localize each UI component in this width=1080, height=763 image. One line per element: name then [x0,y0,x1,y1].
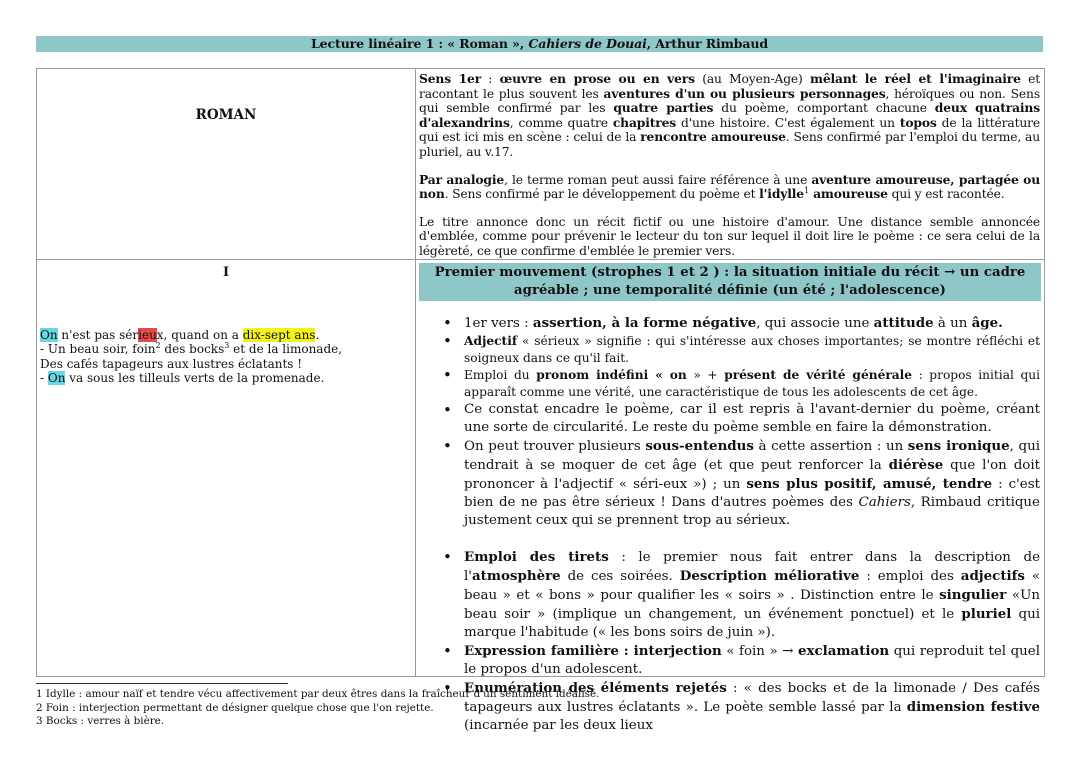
movement-heading: Premier mouvement (strophes 1 et 2 ) : la situation initiale du récit → un cadre agréable ; une temporalité définie (un été ; l'adolescence) [419,263,1041,301]
highlight-on: On [40,327,58,342]
footnotes [36,688,599,729]
list-item: • Emploi des tirets : le premier nous fait entrer dans la description de l'atmosphère de ces soirées. Description méliorative : emploi des adjectifs « beau » et « bons » pour qualifier les « soirs » . Distinction entre le singulier «Un beau soir » (implique un changement, un événement ponctuel) et le pluriel qui marque l'habitude (« les bons soirs de juin »). [424,548,1040,642]
list-item: • Ce constat encadre le poème, car il est repris à l'avant-dernier du poème, créant une sorte de circularité. Le reste du poème semble en faire la démonstration. [424,401,1040,437]
highlight-age: dix-sept ans [242,327,316,342]
list-item: • Enumération des éléments rejetés : « des bocks et de la limonade / Des cafés tapageurs aux lustres éclatants ». Le poète semble lassé par la dimension festive (incarnée par les deux lieux [424,679,1040,735]
poem-line-3: Des cafés tapageurs aux lustres éclatants ! [40,356,303,371]
section-number: I [222,264,230,280]
poem-cell [37,259,416,676]
list-item: • 1er vers : assertion, à la forme négative, qui associe une attitude à un âge. [424,314,1040,333]
list-item: • On peut trouver plusieurs sous-entendus à cette assertion : un sens ironique, qui tendrait à se moquer de cet âge (et que peut renforcer la diérèse que l'on doit prononcer à l'adjectif « séri-eux ») ; un sens plus positif, amusé, tendre : c'est bien de ne pas être sérieux ! Dans d'autres poèmes des Cahiers, Rimbaud critique justement ceux qui se prennent trop au sérieux. [424,437,1040,530]
footnote-separator [36,683,288,684]
poem-line-1: On n'est pas sérieux, quand on a dix-sept ans. [40,327,320,342]
highlight-on-2: On [47,371,66,386]
list-item: • Expression familière : interjection « foin » → exclamation qui reproduit tel quel le propos d'un adolescent. [424,642,1040,679]
highlight-ieu: ieu [138,327,157,342]
title-meaning-cell [416,69,1045,260]
poem-stanza [37,328,415,386]
table-row-title-analysis [37,69,1045,260]
footnote-ref-1: 1 [803,186,809,196]
footnote-3: 3 Bocks : verres à bière. [36,715,165,728]
table-row-section-1 [37,259,1045,676]
meaning-paragraph-1: Sens 1er : œuvre en prose ou en vers (au Moyen-Age) mêlant le réel et l'imaginaire et racontant le plus souvent les aventures d'un ou plusieurs personnages, héroïques ou non. Sens qui semble confirmé par les quatre parties du poème, comportant chacune deux quatrains d'alexandrins, comme quatre chapitres d'une histoire. C'est également un topos de la littérature qui est ici mis en scène : celui de la rencontre amoureuse. Sens confirmé par l'emploi du terme, au pluriel, au v.17. [419,71,1040,159]
poem-line-2: - Un beau soir, foin$^2$ des bocks$^3$ et de la limonade, [40,341,343,357]
poem-title: ROMAN [195,107,257,123]
meaning-paragraph-2: Par analogie, le terme roman peut aussi faire référence à une aventure amoureuse, partagée ou non. Sens confirmé par le développement du poème et l'idylle$^1$ amoureuse qui y est racontée. [419,171,1040,202]
work-title: Cahiers de Douai [528,36,647,51]
document-title: Lecture linéaire 1 : « Roman », Cahiers de Douai, Arthur Rimbaud [36,36,1043,52]
list-item: • Adjectif « sérieux » signifie : qui s'intéresse aux choses importantes; se montre réfléchi et soigneux dans ce qu'il fait. [424,333,1040,367]
list-item: • Emploi du pronom indéfini « on » + présent de vérité générale : propos initial qui apparaît comme une vérité, une caractéristique de tous les adolescents de cet âge. [424,367,1040,401]
footnote-2: 2 Foin : interjection permettant de désigner quelque chose que l'on rejette. [36,701,434,714]
footnote-1: 1 Idylle : amour naïf et tendre vécu affectivement par deux êtres dans la fraîcheur d'un sentiment idéalisé. [36,688,600,700]
analysis-cell [416,259,1045,733]
meaning-paragraph-3: Le titre annonce donc un récit fictif ou une histoire d'amour. Une distance semble annoncée d'emblée, comme pour prévenir le lecteur du ton sur lequel il doit lire le poème : ce sera celui de la légèreté, ce que confirme d'emblée le premier vers. [419,214,1040,258]
poem-line-4: - On va sous les tilleuls verts de la promenade. [40,371,325,386]
title-cell [37,69,416,260]
analysis-list [416,314,1044,530]
